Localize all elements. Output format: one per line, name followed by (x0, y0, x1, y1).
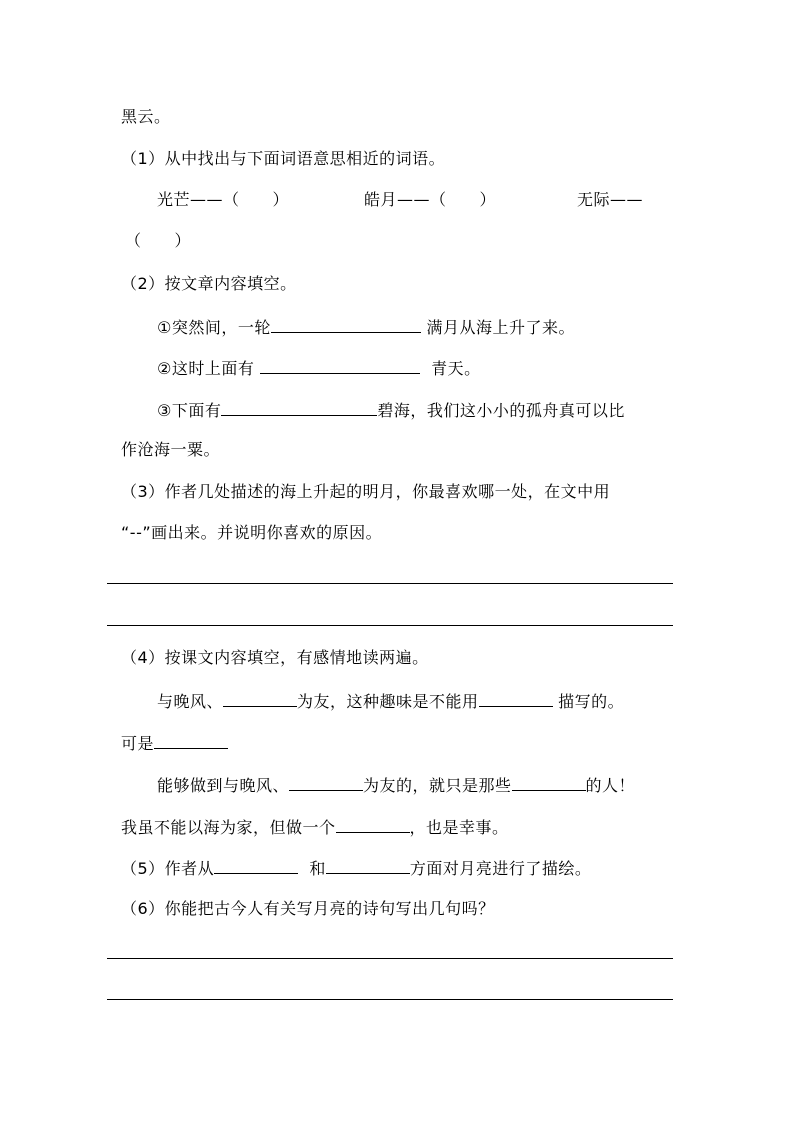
q2-item-3-post: 碧海，我们这小小的孤舟真可以比 (377, 401, 625, 420)
q5-post: 方面对月亮进行了描绘。 (409, 859, 592, 878)
question-2: （2）按文章内容填空。 (121, 274, 297, 293)
q2-item-2 (157, 356, 481, 380)
q2-item-1-blank[interactable] (271, 315, 421, 333)
answer-line[interactable] (107, 625, 673, 626)
q4-l1-blank-2[interactable] (479, 689, 553, 707)
q2-item-3 (157, 398, 625, 422)
q4-line-1 (157, 689, 624, 713)
q5-blank-1[interactable] (214, 856, 298, 874)
question-5 (121, 856, 591, 880)
q4-line-3 (157, 773, 635, 797)
question-6: （6）你能把古今人有关写月亮的诗句写出几句吗？ (121, 899, 495, 918)
q4-l1-b: 为友，这种趣味是不能用 (297, 692, 479, 711)
q1-word-1: 光芒——（ ） (157, 190, 290, 209)
q4-l1-c: 描写的。 (558, 692, 625, 711)
q2-item-1 (157, 315, 575, 339)
q4-l2-blank[interactable] (154, 731, 228, 749)
question-3-line-2: “--”画出来。并说明你喜欢的原因。 (121, 523, 383, 542)
q4-line-4 (121, 815, 509, 839)
q4-l4-a: 我虽不能以海为家，但做一个 (121, 818, 336, 837)
q2-item-2-pre: ②这时上面有 (157, 359, 255, 378)
q4-l4-blank[interactable] (336, 815, 410, 833)
intro-tail: 黑云。 (121, 107, 171, 126)
q4-l3-blank-1[interactable] (289, 773, 363, 791)
q4-l1-a: 与晚风、 (157, 692, 224, 711)
q2-item-1-pre: ①突然间，一轮 (157, 318, 271, 337)
answer-line[interactable] (107, 958, 673, 959)
q4-l2-a: 可是 (121, 734, 155, 753)
q2-item-3-pre: ③下面有 (157, 401, 222, 420)
q2-item-3-cont: 作沧海一粟。 (121, 440, 221, 459)
answer-line[interactable] (107, 999, 673, 1000)
q2-item-2-blank[interactable] (260, 356, 420, 374)
q1-word-3: 无际—— (577, 190, 644, 209)
q4-l3-c: 的人！ (585, 776, 636, 795)
question-1: （1）从中找出与下面词语意思相近的词语。 (121, 149, 446, 168)
q4-l3-a: 能够做到与晚风、 (157, 776, 290, 795)
q2-item-3-blank[interactable] (221, 398, 377, 416)
q5-pre: （5）作者从 (121, 859, 215, 878)
q2-item-1-post: 满月从海上升了来。 (426, 318, 575, 337)
answer-line[interactable] (107, 583, 673, 584)
q1-word-2: 皓月——（ ） (364, 190, 497, 209)
question-3-line-1: （3）作者几处描述的海上升起的明月，你最喜欢哪一处，在文中用 (121, 482, 611, 501)
q5-blank-2[interactable] (326, 856, 410, 874)
q4-l4-b: ，也是幸事。 (409, 818, 509, 837)
question-4: （4）按课文内容填空，有感情地读两遍。 (121, 648, 429, 667)
q2-item-2-post: 青天。 (431, 359, 481, 378)
q4-line-2 (121, 731, 228, 755)
q5-mid: 和 (309, 859, 326, 878)
q4-l1-blank-1[interactable] (223, 689, 297, 707)
q4-l3-blank-2[interactable] (512, 773, 586, 791)
q4-l3-b: 为友的，就只是那些 (363, 776, 512, 795)
q1-word-3-paren: （ ） (125, 231, 192, 250)
